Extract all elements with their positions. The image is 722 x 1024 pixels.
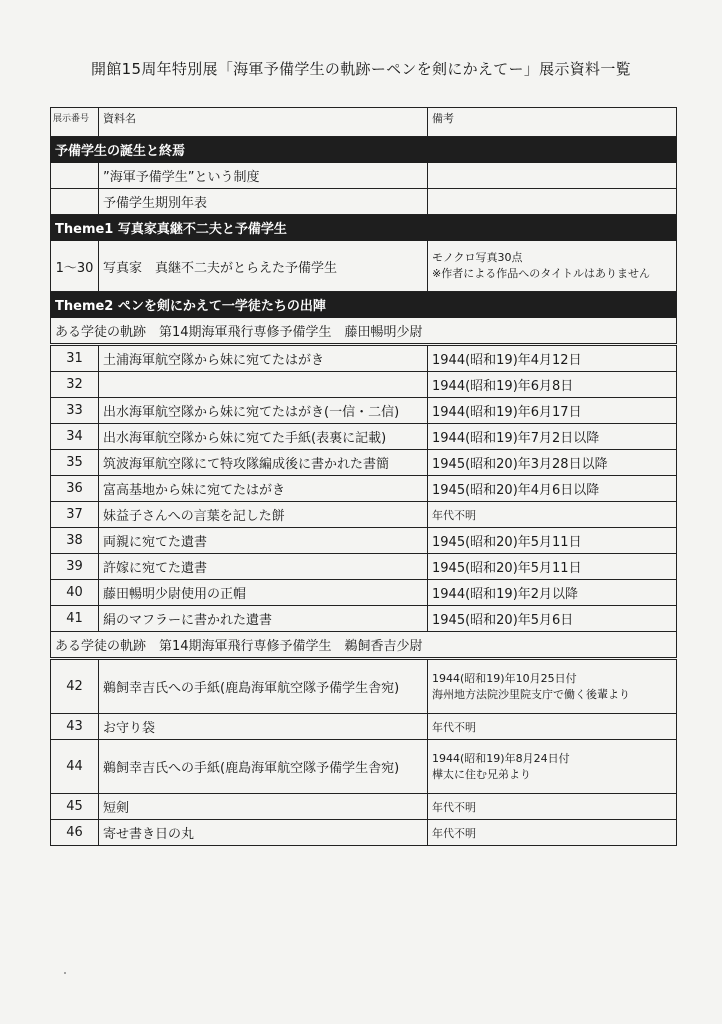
row-number: 35 xyxy=(51,450,99,476)
row-note: 年代不明 xyxy=(428,820,677,846)
row-number: 45 xyxy=(51,794,99,820)
table-row xyxy=(51,740,677,794)
table-row xyxy=(51,554,677,580)
table-row xyxy=(51,528,677,554)
row-number: 31 xyxy=(51,345,99,372)
row-number: 39 xyxy=(51,554,99,580)
row-name xyxy=(99,372,428,398)
row-name: 鵜飼幸吉氏への手紙(鹿島海軍航空隊予備学生舎宛) xyxy=(99,740,428,794)
header-number: 展示番号 xyxy=(51,108,99,137)
row-note: 年代不明 xyxy=(428,714,677,740)
table-row xyxy=(51,163,677,189)
table-row xyxy=(51,820,677,846)
table-row xyxy=(51,189,677,215)
row-name: 寄せ書き日の丸 xyxy=(99,820,428,846)
table-row xyxy=(51,241,677,292)
row-note: 1944(昭和19)年2月以降 xyxy=(428,580,677,606)
row-note xyxy=(428,659,677,714)
row-note: 1945(昭和20)年5月11日 xyxy=(428,554,677,580)
section-row xyxy=(51,137,677,163)
row-number: 33 xyxy=(51,398,99,424)
table-row xyxy=(51,794,677,820)
row-note xyxy=(428,189,677,215)
row-note-line2: ※作者による作品へのタイトルはありません xyxy=(432,267,650,280)
table-header-row xyxy=(51,108,677,137)
table-row xyxy=(51,606,677,632)
table-row xyxy=(51,450,677,476)
row-name: 短剣 xyxy=(99,794,428,820)
row-note: 1945(昭和20)年5月6日 xyxy=(428,606,677,632)
row-note: 年代不明 xyxy=(428,502,677,528)
section-label: 予備学生の誕生と終焉 xyxy=(51,137,677,163)
row-name: 両親に宛てた遺書 xyxy=(99,528,428,554)
row-number: 32 xyxy=(51,372,99,398)
row-name: 藤田暢明少尉使用の正帽 xyxy=(99,580,428,606)
row-note xyxy=(428,740,677,794)
row-name: ”海軍予備学生”という制度 xyxy=(99,163,428,189)
row-name: 許嫁に宛てた遺書 xyxy=(99,554,428,580)
row-note: 1945(昭和20)年3月28日以降 xyxy=(428,450,677,476)
header-note: 備考 xyxy=(428,108,677,137)
table-row xyxy=(51,476,677,502)
subsection-label: ある学徒の軌跡 第14期海軍飛行専修予備学生 鵜飼香吉少尉 xyxy=(51,632,677,659)
row-number: 34 xyxy=(51,424,99,450)
section-row xyxy=(51,215,677,241)
row-note xyxy=(428,163,677,189)
subsection-label: ある学徒の軌跡 第14期海軍飛行専修予備学生 藤田暢明少尉 xyxy=(51,318,677,345)
table-row xyxy=(51,714,677,740)
row-name: 富高基地から妹に宛てたはがき xyxy=(99,476,428,502)
table-row xyxy=(51,659,677,714)
table-row xyxy=(51,424,677,450)
row-number: 41 xyxy=(51,606,99,632)
row-name: 出水海軍航空隊から妹に宛てたはがき(一信・二信) xyxy=(99,398,428,424)
section-row xyxy=(51,292,677,318)
row-number: 44 xyxy=(51,740,99,794)
row-note: 1944(昭和19)年7月2日以降 xyxy=(428,424,677,450)
row-note: 1945(昭和20)年4月6日以降 xyxy=(428,476,677,502)
row-number: 37 xyxy=(51,502,99,528)
subsection-row xyxy=(51,632,677,659)
row-note: 1944(昭和19)年4月12日 xyxy=(428,345,677,372)
row-number: 38 xyxy=(51,528,99,554)
table-row xyxy=(51,398,677,424)
row-name: 筑波海軍航空隊にて特攻隊編成後に書かれた書簡 xyxy=(99,450,428,476)
row-note: 年代不明 xyxy=(428,794,677,820)
row-name: 予備学生期別年表 xyxy=(99,189,428,215)
row-number: 36 xyxy=(51,476,99,502)
row-name: 出水海軍航空隊から妹に宛てた手紙(表裏に記載) xyxy=(99,424,428,450)
subsection-row xyxy=(51,318,677,345)
row-number: 1～30 xyxy=(51,241,99,292)
table-row xyxy=(51,502,677,528)
row-number xyxy=(51,163,99,189)
row-note-line1: モノクロ写真30点 xyxy=(432,251,523,264)
row-name: 写真家 真継不二夫がとらえた予備学生 xyxy=(99,241,428,292)
row-note-line2: 海州地方法院沙里院支庁で働く後輩より xyxy=(432,687,630,701)
row-note-line2: 樺太に住む兄弟より xyxy=(432,767,531,781)
row-note xyxy=(428,241,677,292)
header-name: 資料名 xyxy=(99,108,428,137)
speck-mark xyxy=(64,972,66,974)
table-row xyxy=(51,372,677,398)
row-note: 1944(昭和19)年6月8日 xyxy=(428,372,677,398)
row-note: 1944(昭和19)年6月17日 xyxy=(428,398,677,424)
row-name: 土浦海軍航空隊から妹に宛てたはがき xyxy=(99,345,428,372)
row-note: 1945(昭和20)年5月11日 xyxy=(428,528,677,554)
section-label: Theme2 ペンを剣にかえて一学徒たちの出陣 xyxy=(51,292,677,318)
row-number: 40 xyxy=(51,580,99,606)
row-name: 鵜飼幸吉氏への手紙(鹿島海軍航空隊予備学生舎宛) xyxy=(99,659,428,714)
row-number xyxy=(51,189,99,215)
row-name: 妹益子さんへの言葉を記した餅 xyxy=(99,502,428,528)
row-note-line1: 1944(昭和19)年10月25日付 xyxy=(432,671,577,685)
page-title: 開館15周年特別展「海軍予備学生の軌跡ーペンを剣にかえてー」展示資料一覧 xyxy=(91,60,631,78)
exhibit-list-table xyxy=(50,107,677,846)
table-row xyxy=(51,580,677,606)
row-number: 46 xyxy=(51,820,99,846)
row-name: 絹のマフラーに書かれた遺書 xyxy=(99,606,428,632)
row-number: 42 xyxy=(51,659,99,714)
row-name: お守り袋 xyxy=(99,714,428,740)
row-note-line1: 1944(昭和19)年8月24日付 xyxy=(432,751,570,765)
table-row xyxy=(51,345,677,372)
row-number: 43 xyxy=(51,714,99,740)
section-label: Theme1 写真家真継不二夫と予備学生 xyxy=(51,215,677,241)
